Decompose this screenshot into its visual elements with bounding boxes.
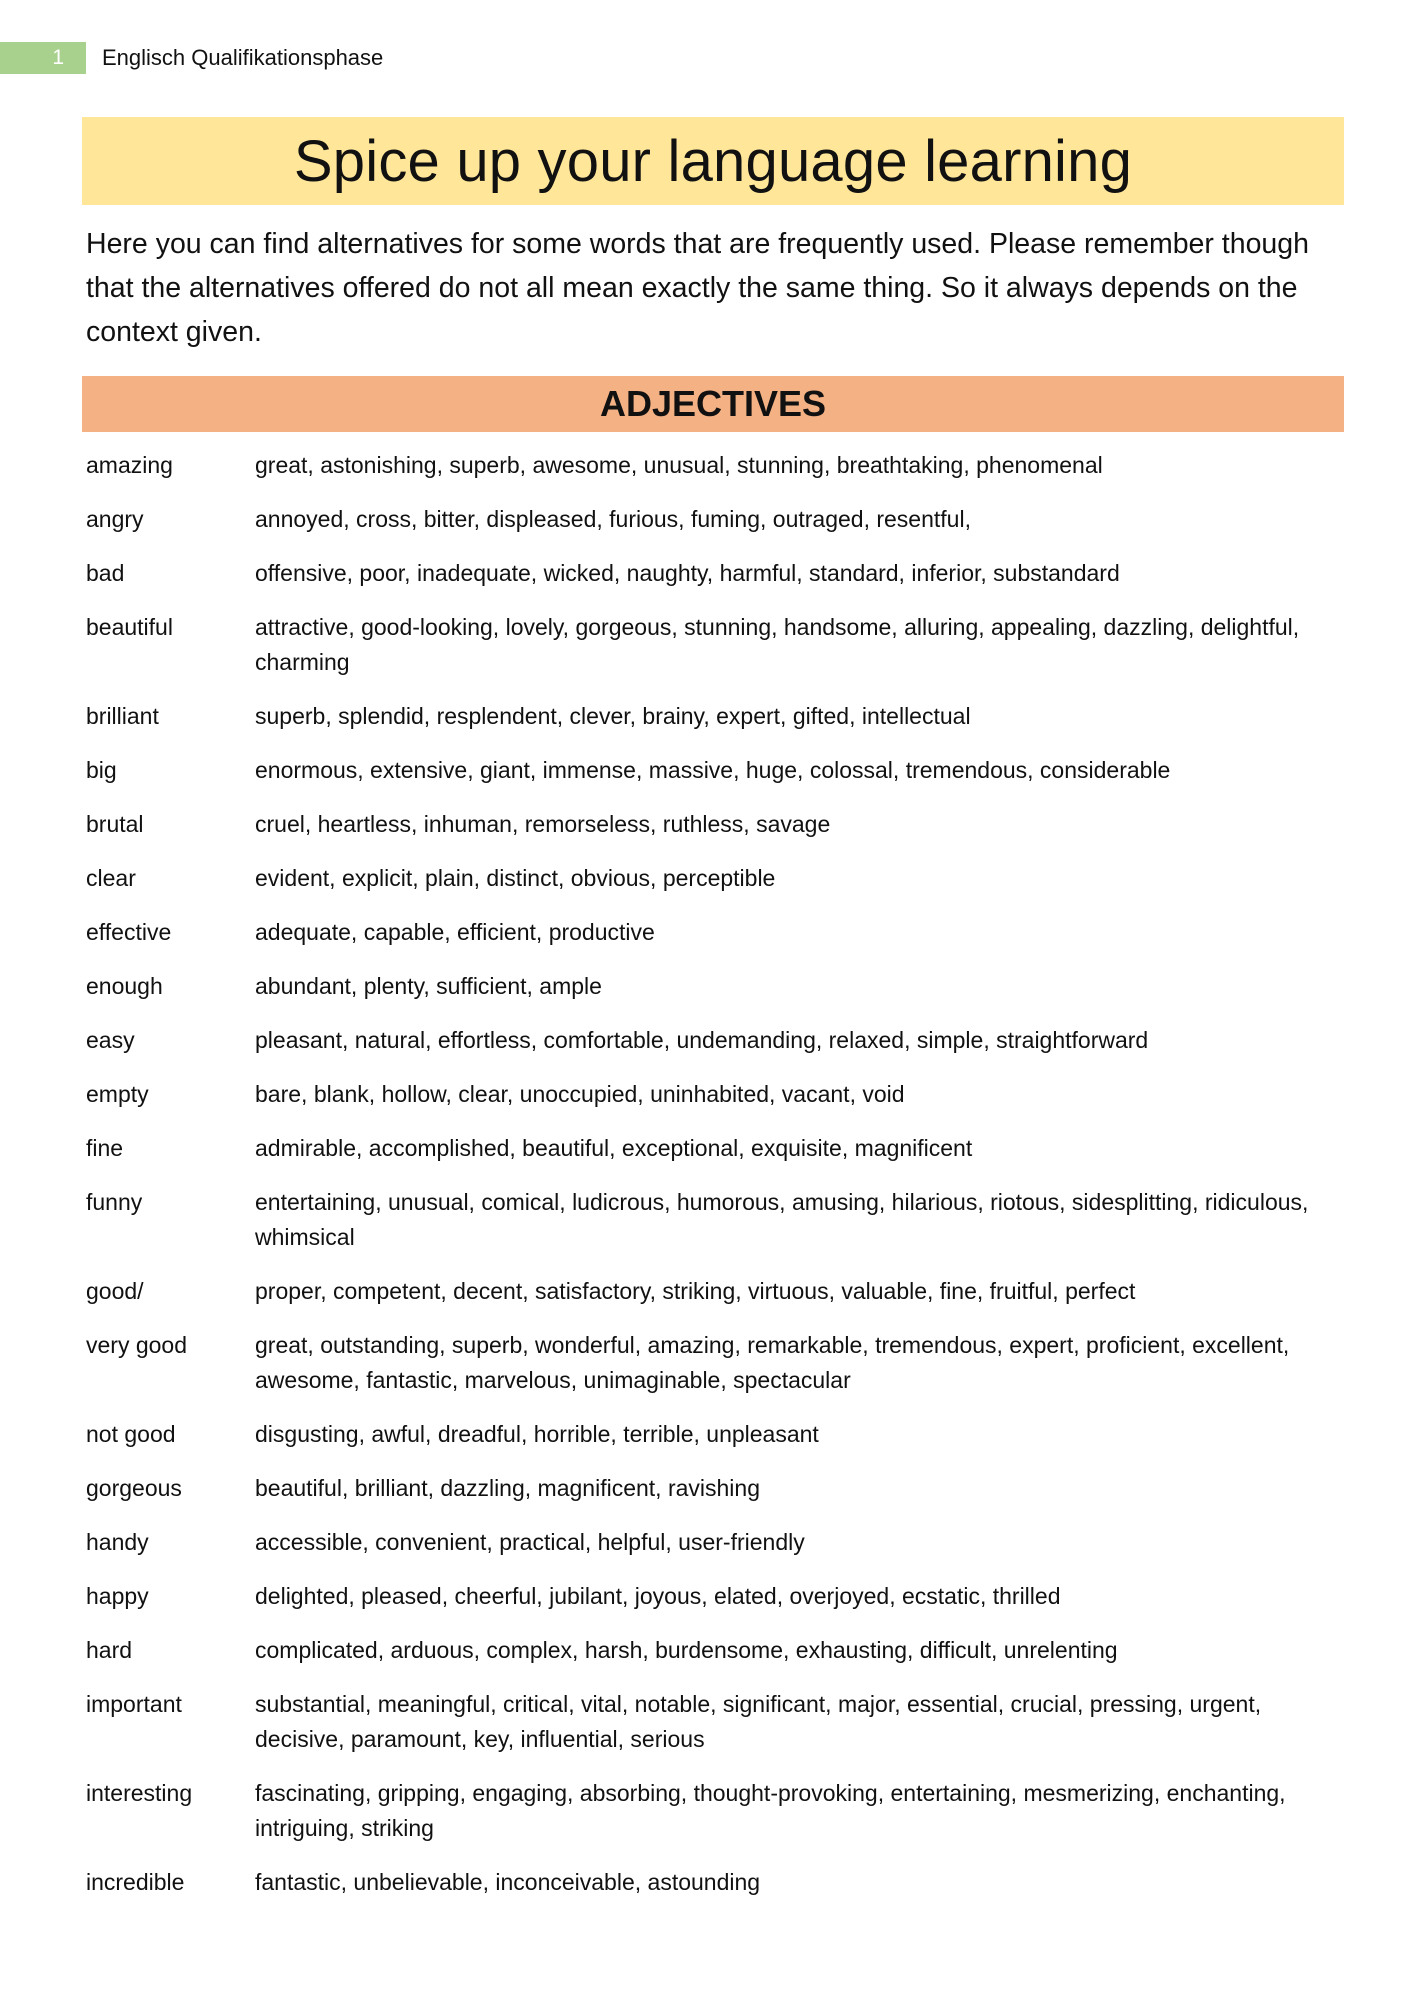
vocab-row: [86, 1865, 1348, 1900]
vocab-word: brilliant: [86, 703, 159, 729]
vocab-alternatives: admirable, accomplished, beautiful, exceptional, exquisite, magnificent: [255, 1135, 973, 1161]
vocab-word: enough: [86, 973, 163, 999]
vocab-row: [86, 699, 1348, 734]
vocab-alternatives: great, astonishing, superb, awesome, unusual, stunning, breathtaking, phenomenal: [255, 452, 1103, 478]
vocab-row: [86, 1776, 1348, 1846]
page-title: Spice up your language learning: [293, 128, 1133, 194]
vocab-row: [86, 1417, 1348, 1452]
vocab-row: [86, 1077, 1348, 1112]
vocab-word: fine: [86, 1135, 124, 1161]
vocab-alternatives: evident, explicit, plain, distinct, obvious, perceptible: [255, 865, 776, 891]
vocab-alternatives: complicated, arduous, complex, harsh, burdensome, exhausting, difficult, unrelenting: [255, 1637, 1118, 1663]
vocab-alternatives: enormous, extensive, giant, immense, massive, huge, colossal, tremendous, considerable: [255, 757, 1171, 783]
intro-paragraph: Here you can find alternatives for some words that are frequently used. Please remember though that the alternatives offered do not all mean exactly the same thing. So it always depends on the context given.: [86, 228, 1309, 348]
vocab-alternatives: substantial, meaningful, critical, vital, notable, significant, major, essential, crucial, pressing, urgent, decisive, paramount, key, influential, serious: [255, 1691, 1262, 1752]
vocab-word: funny: [86, 1189, 143, 1215]
section-banner: [82, 376, 1344, 432]
vocabulary-table: [86, 448, 1348, 1919]
vocab-alternatives: beautiful, brilliant, dazzling, magnificent, ravishing: [255, 1475, 760, 1501]
vocab-alternatives: great, outstanding, superb, wonderful, amazing, remarkable, tremendous, expert, proficient, excellent, awesome, fantastic, marvelous, unimaginable, spectacular: [255, 1332, 1290, 1393]
vocab-row: [86, 610, 1348, 680]
vocab-alternatives: cruel, heartless, inhuman, remorseless, ruthless, savage: [255, 811, 831, 837]
vocab-row: [86, 1185, 1348, 1255]
vocab-row: [86, 556, 1348, 591]
vocab-row: [86, 1274, 1348, 1309]
vocab-row: [86, 1687, 1348, 1757]
vocab-alternatives: entertaining, unusual, comical, ludicrous, humorous, amusing, hilarious, riotous, sidesplitting, ridiculous, whimsical: [255, 1189, 1309, 1250]
vocab-row: [86, 448, 1348, 483]
vocab-row: [86, 1633, 1348, 1668]
vocab-row: [86, 1525, 1348, 1560]
vocab-alternatives: proper, competent, decent, satisfactory, striking, virtuous, valuable, fine, fruitful, perfect: [255, 1278, 1136, 1304]
page-header: [0, 42, 383, 74]
vocab-word: happy: [86, 1583, 149, 1609]
vocab-alternatives: attractive, good-looking, lovely, gorgeous, stunning, handsome, alluring, appealing, dazzling, delightful, charming: [255, 614, 1300, 675]
vocab-alternatives: abundant, plenty, sufficient, ample: [255, 973, 602, 999]
vocab-word: empty: [86, 1081, 149, 1107]
vocab-alternatives: fascinating, gripping, engaging, absorbing, thought-provoking, entertaining, mesmerizing, enchanting, intriguing, striking: [255, 1780, 1286, 1841]
vocab-row: [86, 969, 1348, 1004]
header-text: Englisch Qualifikationsphase: [102, 45, 384, 70]
vocab-word: brutal: [86, 811, 144, 837]
vocab-alternatives: delighted, pleased, cheerful, jubilant, joyous, elated, overjoyed, ecstatic, thrilled: [255, 1583, 1061, 1609]
vocab-word: good/: [86, 1278, 144, 1304]
vocab-row: [86, 1579, 1348, 1614]
vocab-row: [86, 502, 1348, 537]
vocab-row: [86, 1328, 1348, 1398]
vocab-word: beautiful: [86, 614, 173, 640]
vocab-word: easy: [86, 1027, 135, 1053]
vocab-word: effective: [86, 919, 172, 945]
vocab-alternatives: accessible, convenient, practical, helpful, user-friendly: [255, 1529, 805, 1555]
vocab-word: bad: [86, 560, 125, 586]
vocab-word: handy: [86, 1529, 149, 1555]
vocab-alternatives: annoyed, cross, bitter, displeased, furious, fuming, outraged, resentful,: [255, 506, 971, 532]
vocab-row: [86, 753, 1348, 788]
vocab-word: important: [86, 1691, 182, 1717]
vocab-row: [86, 915, 1348, 950]
vocab-row: [86, 807, 1348, 842]
vocab-row: [86, 1131, 1348, 1166]
vocab-word: interesting: [86, 1780, 193, 1806]
vocab-alternatives: offensive, poor, inadequate, wicked, naughty, harmful, standard, inferior, substandard: [255, 560, 1120, 586]
vocab-alternatives: disgusting, awful, dreadful, horrible, terrible, unpleasant: [255, 1421, 819, 1447]
vocab-alternatives: adequate, capable, efficient, productive: [255, 919, 655, 945]
vocab-row: [86, 1471, 1348, 1506]
vocab-word: incredible: [86, 1869, 185, 1895]
vocab-row: [86, 1023, 1348, 1058]
vocab-alternatives: bare, blank, hollow, clear, unoccupied, uninhabited, vacant, void: [255, 1081, 905, 1107]
vocab-alternatives: fantastic, unbelievable, inconceivable, astounding: [255, 1869, 761, 1895]
vocab-word: big: [86, 757, 117, 783]
section-title: ADJECTIVES: [599, 383, 827, 424]
vocab-word: hard: [86, 1637, 133, 1663]
vocab-alternatives: pleasant, natural, effortless, comfortable, undemanding, relaxed, simple, straightforward: [255, 1027, 1149, 1053]
vocab-word: amazing: [86, 452, 173, 478]
vocab-row: [86, 861, 1348, 896]
page-number: 1: [0, 42, 86, 74]
vocab-word: very good: [86, 1332, 188, 1358]
vocab-word: clear: [86, 865, 136, 891]
title-banner: [82, 117, 1344, 205]
vocab-word: gorgeous: [86, 1475, 182, 1501]
vocab-alternatives: superb, splendid, resplendent, clever, brainy, expert, gifted, intellectual: [255, 703, 971, 729]
vocab-word: not good: [86, 1421, 176, 1447]
vocab-word: angry: [86, 506, 144, 532]
